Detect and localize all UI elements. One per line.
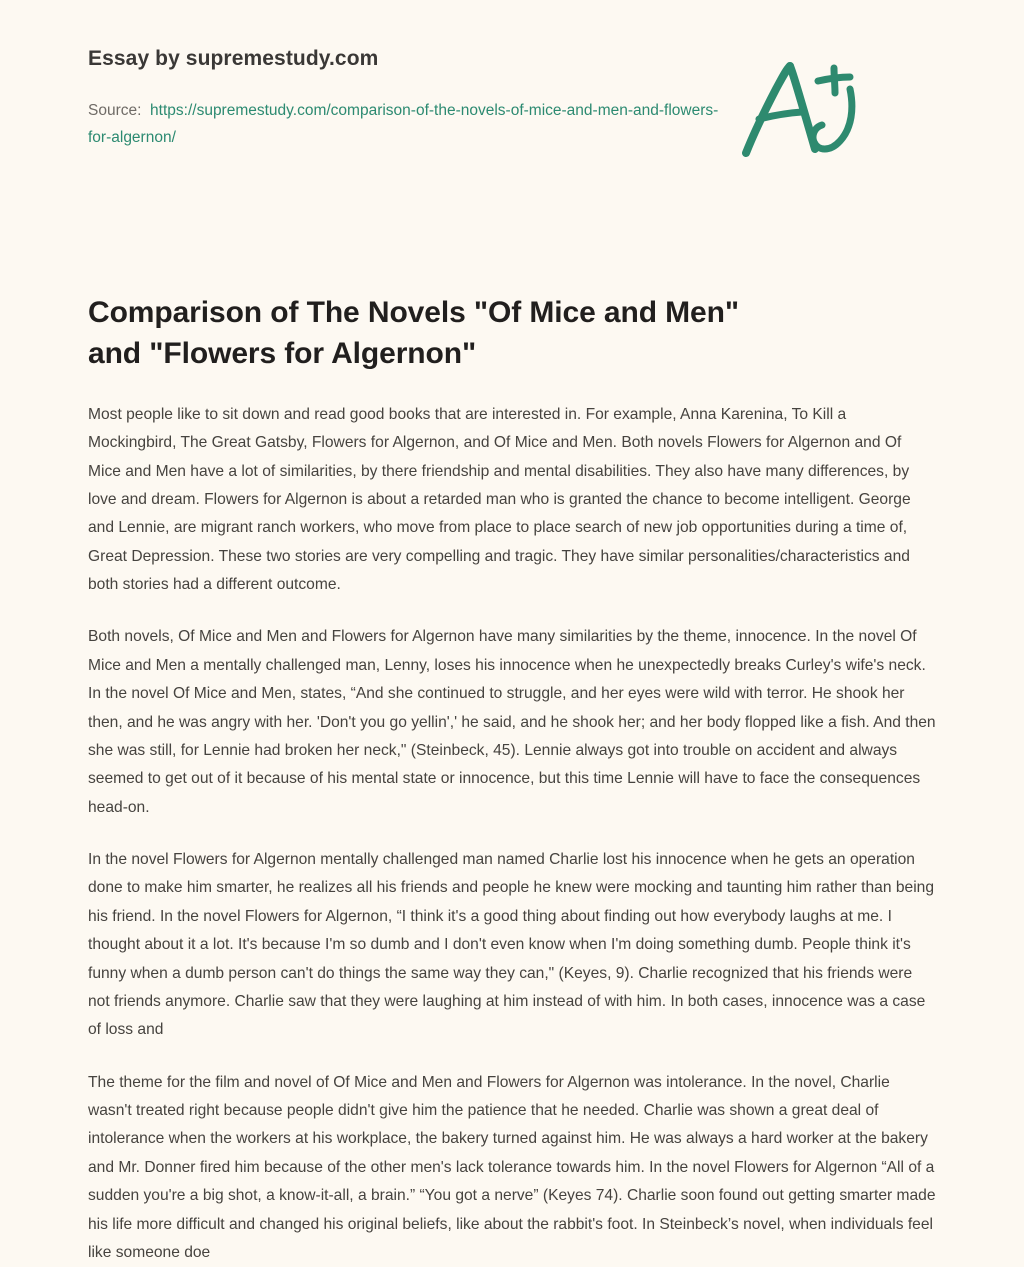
paragraph-1: Most people like to sit down and read good books that are interested in. For example, Anna Karenina, To Kill a Mockingbird, The Great Gatsby, Flowers for Algernon, and Of Mice and Men. Both novels Flowers for Algernon and Of Mice and Men have a lot of similarities, by there friendship and mental disabilities. They also have many differences, by love and dream. Flowers for Algernon is about a retarded man who is granted the chance to become intelligent. George and Lennie, are migrant ranch workers, who move from place to place search of new job opportunities during a time of, Great Depression. These two stories are very compelling and tragic. They have similar personalities/characteristics and both stories had a different outcome. [88, 405, 911, 594]
source-label: Source: [88, 102, 142, 120]
page-header [88, 0, 936, 196]
paragraph-4: The theme for the film and novel of Of Mice and Men and Flowers for Algernon was intolerance. In the novel, Charlie wasn't treated right because people didn't give him the patience that he needed. Charlie was shown a great deal of intolerance when the workers at his workplace, the bakery turned against him. He was always a hard worker at the bakery and Mr. Donner fired him because of the other men's lack tolerance towards him. In the novel Flowers for Algernon “All of a sudden you're a big shot, a know-it-all, a brain.” “You got a nerve” (Keyes 74). Charlie soon found out getting smarter made his life more difficult and changed his original beliefs, like about the rabbit's foot. In Steinbeck’s novel, when individuals feel like someone doe [88, 1073, 936, 1261]
source-line [88, 97, 738, 151]
article-body [88, 375, 936, 1267]
a-plus-logo-icon [738, 56, 864, 160]
paragraph-2: Both novels, Of Mice and Men and Flowers for Algernon have many similarities by the theme, innocence. In the novel Of Mice and Men a mentally challenged man, Lenny, loses his innocence when he unexpectedly breaks Curley's wife's neck. In the novel Of Mice and Men, states, “And she continued to struggle, and her eyes were wild with terror. He shook her then, and he was angry with her. 'Don't you go yellin',' he said, and he shook her; and her body flopped like a fish. And then she was still, for Lennie had broken her neck," (Steinbeck, 45). Lennie always got into trouble on accident and always seemed to get out of it because of his mental state or innocence, but this time Lennie will have to face the consequences head-on. [88, 628, 936, 816]
essay-byline: Essay by supremestudy.com [88, 47, 379, 70]
source-url-link[interactable]: https://supremestudy.com/comparison-of-the-novels-of-mice-and-men-and-flowers-for-algernon/ [88, 102, 719, 147]
paragraph-3: In the novel Flowers for Algernon mentally challenged man named Charlie lost his innocence when he gets an operation done to make him smarter, he realizes all his friends and people he knew were mocking and taunting him rather than being his friend. In the novel Flowers for Algernon, “I think it's a good thing about finding out how everybody laughs at me. I thought about it a lot. It's because I'm so dumb and I don't even know when I'm doing something dumb. People think it's funny when a dumb person can't do things the same way they can," (Keyes, 9). Charlie recognized that his friends were not friends anymore. Charlie saw that they were laughing at him instead of with him. In both cases, innocence was a case of loss and [88, 851, 935, 1039]
page-title: Comparison of The Novels "Of Mice and Men" and "Flowers for Algernon" [88, 296, 739, 371]
